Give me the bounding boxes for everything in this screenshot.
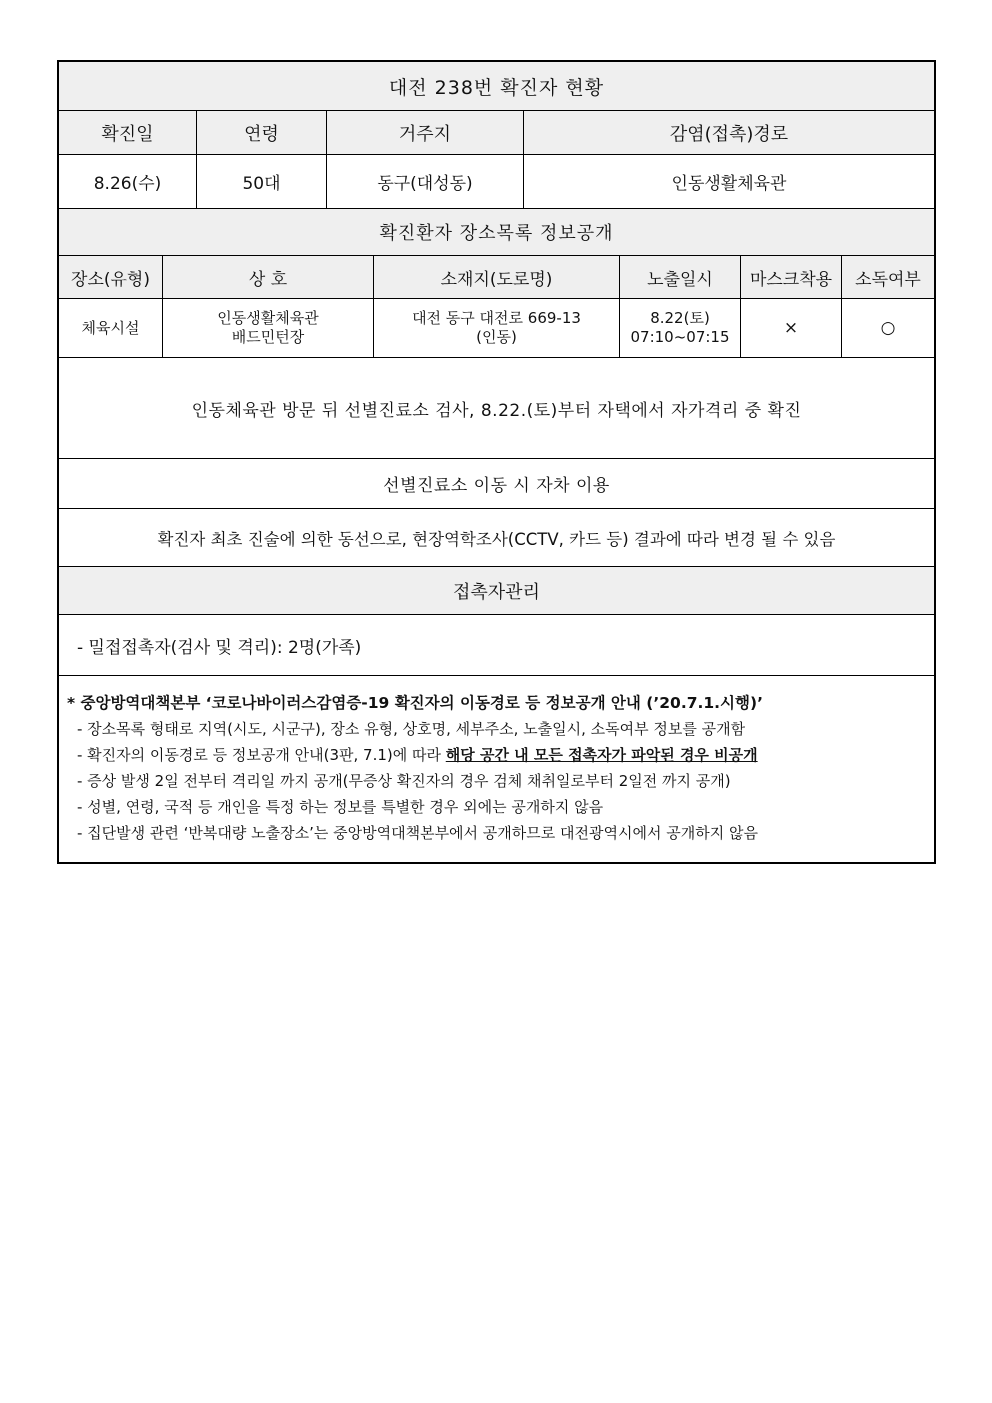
address <box>374 299 620 357</box>
header-address: 소재지(도로명) <box>374 256 620 298</box>
report-title: 대전 238번 확진자 현황 <box>59 62 934 110</box>
exposure-time <box>620 299 741 357</box>
footer-row <box>59 676 934 862</box>
place-type <box>59 299 163 357</box>
contacts-title-row <box>59 567 934 615</box>
mask-status-mark: × <box>783 317 799 338</box>
header-residence: 거주지 <box>327 111 524 154</box>
transport-note: 선별진료소 이동 시 자차 이용 <box>383 476 610 496</box>
disinfection-status <box>842 299 934 357</box>
patient-header-row <box>59 111 934 155</box>
residence: 동구(대성동) <box>327 155 524 208</box>
places-title-row <box>59 209 934 256</box>
exposure-hours: 07:10~07:15 <box>630 328 730 346</box>
confirm-date: 8.26(수) <box>59 155 197 208</box>
header-confirm-date: 확진일 <box>59 111 197 154</box>
header-age: 연령 <box>197 111 327 154</box>
address-line2: (인동) <box>476 328 517 346</box>
places-section-title: 확진환자 장소목록 정보공개 <box>59 209 934 255</box>
footer-notes <box>59 676 934 862</box>
movement-note: 인동체육관 방문 뒤 선별진료소 검사, 8.22.(토)부터 자택에서 자가격리 중 확진 <box>191 400 802 421</box>
footer-item-text: - 확진자의 이동경로 등 정보공개 안내(3판, 7.1)에 따라 <box>77 746 446 764</box>
place-type-text: 체육시설 <box>81 318 140 337</box>
places-header-row <box>59 256 934 299</box>
disinfection-status-mark: ○ <box>880 317 896 338</box>
disclaimer-note: 확진자 최초 진술에 의한 동선으로, 현장역학조사(CCTV, 카드 등) 결과에 따라 변경 될 수 있음 <box>157 529 836 549</box>
disclaimer-row <box>59 509 934 567</box>
header-business-name: 상 호 <box>163 256 374 298</box>
infection-route: 인동생활체육관 <box>671 174 787 194</box>
header-mask: 마스크착용 <box>741 256 842 298</box>
title-row <box>59 62 934 111</box>
header-disinfection: 소독여부 <box>842 256 934 298</box>
transport-note-row <box>59 459 934 509</box>
footer-item: - 증상 발생 2일 전부터 격리일 까지 공개(무증상 확진자의 경우 검체 채취일로부터 2일전 까지 공개) <box>77 772 731 790</box>
report-table <box>57 60 936 864</box>
contacts-item: - 밀접접촉자(검사 및 격리): 2명(가족) <box>77 637 362 658</box>
footer-lead: * 중앙방역대책본부 ‘코로나바이러스감염증-19 확진자의 이동경로 등 정보공개 안내 (’20.7.1.시행)’ <box>67 694 763 712</box>
business-name-line2: 배드민턴장 <box>231 328 305 346</box>
business-name-line1: 인동생활체육관 <box>217 309 319 327</box>
footer-item-emphasis: 해당 공간 내 모든 접촉자가 파악된 경우 비공개 <box>445 746 758 764</box>
footer-item: - 장소목록 형태로 지역(시도, 시군구), 장소 유형, 상호명, 세부주소, 노출일시, 소독여부 정보를 공개함 <box>77 720 746 738</box>
contacts-row <box>59 615 934 676</box>
age: 50대 <box>197 155 327 208</box>
footer-item: - 성별, 연령, 국적 등 개인을 특정 하는 정보를 특별한 경우 외에는 공개하지 않음 <box>77 798 604 816</box>
exposure-date: 8.22(토) <box>650 309 710 327</box>
movement-note-row <box>59 358 934 459</box>
mask-status <box>741 299 842 357</box>
footer-item: - 집단발생 관련 ‘반복대량 노출장소’는 중앙방역대책본부에서 공개하므로 대전광역시에서 공개하지 않음 <box>77 824 758 842</box>
header-exposure-time: 노출일시 <box>620 256 741 298</box>
case-report <box>57 60 936 864</box>
contacts-section-title: 접촉자관리 <box>59 567 934 614</box>
footer-item <box>67 742 924 768</box>
place-row <box>59 299 934 358</box>
header-infection-route: 감염(접촉)경로 <box>524 111 934 154</box>
patient-value-row <box>59 155 934 209</box>
header-place-type: 장소(유형) <box>59 256 163 298</box>
address-line1: 대전 동구 대전로 669-13 <box>412 309 581 327</box>
business-name <box>163 299 374 357</box>
